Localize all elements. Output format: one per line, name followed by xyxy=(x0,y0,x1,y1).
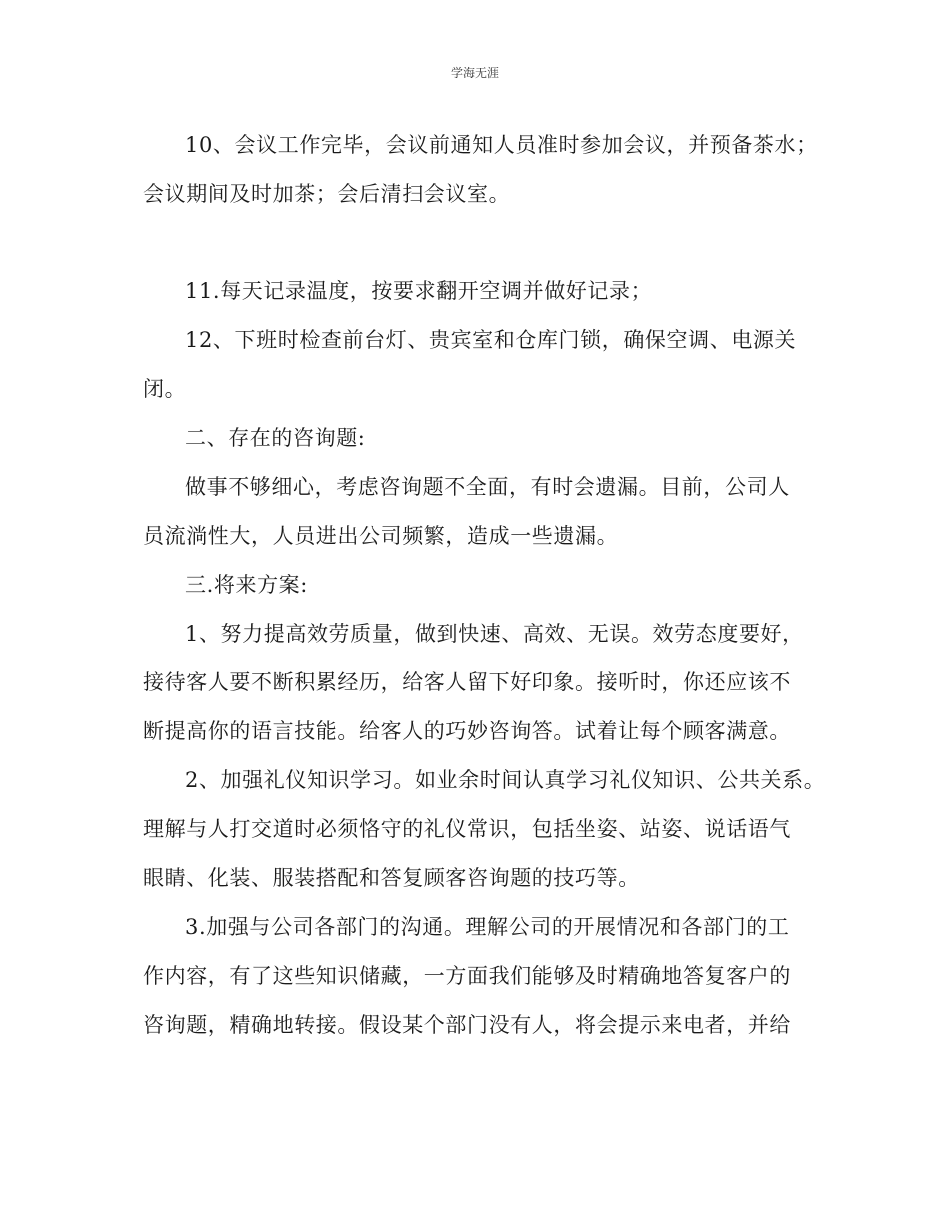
text-line: 理解与人打交道时必须恪守的礼仪常识，包括坐姿、站姿、说话语气 xyxy=(143,817,791,841)
section-heading: 二、存在的咨询题: xyxy=(185,426,366,450)
page-header: 学海无涯 xyxy=(450,66,499,80)
text-line: 1、努力提高效劳质量，做到快速、高效、无误。效劳态度要好， xyxy=(185,622,804,646)
text-line: 眼睛、化装、服装搭配和答复顾客咨询题的技巧等。 xyxy=(143,866,640,890)
text-line: 10、会议工作完毕，会议前通知人员准时参加会议，并预备茶水； xyxy=(185,133,818,157)
text-line: 12、下班时检查前台灯、贵宾室和仓库门锁，确保空调、电源关 xyxy=(185,328,797,352)
text-line: 咨询题，精确地转接。假设某个部门没有人，将会提示来电者，并给 xyxy=(143,1013,791,1037)
text-line: 接待客人要不断积累经历，给客人留下好印象。接听时，你还应该不 xyxy=(143,670,791,694)
text-line: 11.每天记录温度，按要求翻开空调并做好记录； xyxy=(185,279,653,303)
text-line: 断提高你的语言技能。给客人的巧妙咨询答。试着让每个顾客满意。 xyxy=(143,719,791,743)
text-line: 2、加强礼仪知识学习。如业余时间认真学习礼仪知识、公共关系。 xyxy=(185,768,826,792)
text-line: 闭。 xyxy=(143,377,187,401)
section-heading: 三.将来方案: xyxy=(185,573,308,597)
text-line: 员流淌性大，人员进出公司频繁，造成一些遗漏。 xyxy=(143,524,619,548)
text-line: 会议期间及时加茶；会后清扫会议室。 xyxy=(143,182,511,206)
text-line: 做事不够细心，考虑咨询题不全面，有时会遗漏。目前，公司人 xyxy=(185,475,790,499)
text-line: 3.加强与公司各部门的沟通。理解公司的开展情况和各部门的工 xyxy=(185,915,790,939)
text-line: 作内容，有了这些知识储藏，一方面我们能够及时精确地答复客户的 xyxy=(143,964,791,988)
